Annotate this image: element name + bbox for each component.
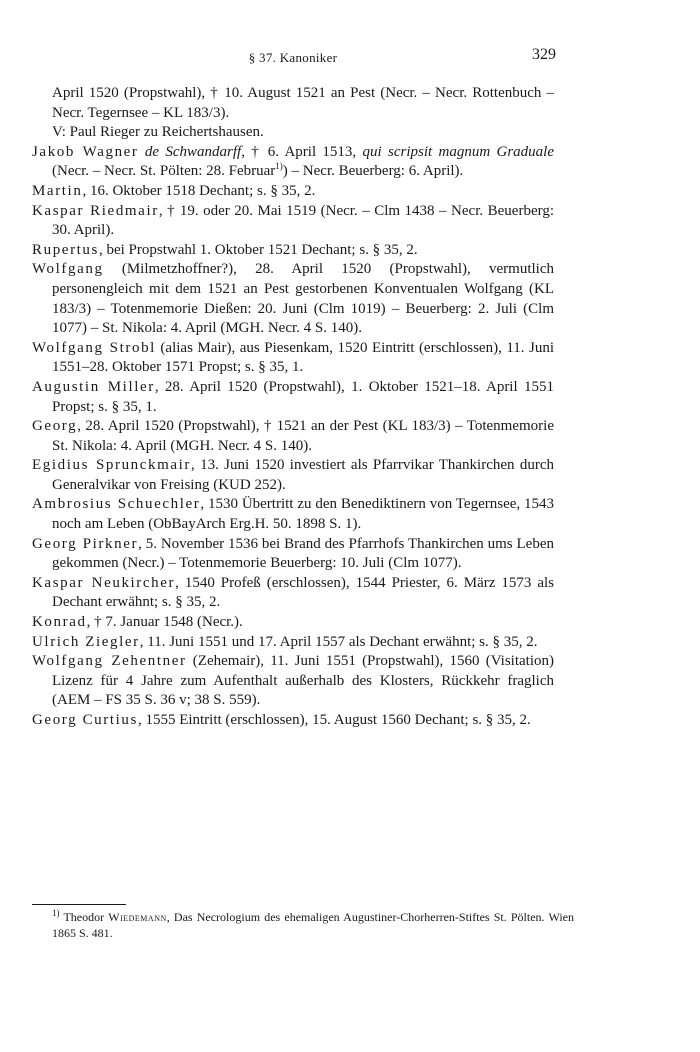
entry-wolfgang-strobl: Wolfgang Strobl (alias Mair), aus Piesenkam, 1520 Eintritt (erschlossen), 11. Juni 1551–28. Oktober 1571 Propst; s. § 35, 1. xyxy=(32,339,554,376)
page-number: 329 xyxy=(532,46,556,63)
entry-italic: qui scripsit magnum Graduale xyxy=(362,143,555,160)
entry-name: Konrad xyxy=(32,614,87,631)
entry-italic: de Schwandarff xyxy=(144,143,242,160)
entry-name: Egidius Sprunckmair xyxy=(32,457,192,474)
entry-kaspar-neukircher: Kaspar Neukircher, 1540 Profeß (erschlossen), 1544 Priester, 6. März 1573 als Dechant erwähnt; s. § 35, 2. xyxy=(32,574,554,611)
entry-martin: Martin, 16. Oktober 1518 Dechant; s. § 35, 2. xyxy=(32,182,316,199)
page xyxy=(32,0,554,731)
entry-name: Ulrich Ziegler xyxy=(32,633,140,650)
entry-name: Kaspar Riedmair xyxy=(32,202,159,219)
entry-wolfgang: Wolfgang (Milmetzhoffner?), 28. April 1520 (Propstwahl), vermutlich personengleich mit dem 1521 an Pest gestorbenen Konventualen Wolfgang (KL 183/3) – Totenmemorie Dießen: 20. Juni (Clm 1019) – Beuerberg: 2. Juli (Clm 1077) – St. Nikola: 4. April (MGH. Necr. 4 S. 140). xyxy=(32,261,554,337)
entry-name: Ambrosius Schuechler xyxy=(32,496,201,513)
entry-egidius-sprunckmair: Egidius Sprunckmair, 13. Juni 1520 investiert als Pfarrvikar Thankirchen durch Generalvikar von Freising (KUD 252). xyxy=(32,457,554,493)
entry-name: Georg xyxy=(32,418,78,435)
entry-georg: Georg, 28. April 1520 (Propstwahl), † 1521 an der Pest (KL 183/3) – Totenmemorie St. Nikola: 4. April (MGH. Necr. 4 S. 140). xyxy=(32,418,554,454)
entry-kaspar-riedmair: Kaspar Riedmair, † 19. oder 20. Mai 1519 (Necr. – Clm 1438 – Necr. Beuerberg: 30. April). xyxy=(32,202,554,239)
continued-entry-text: April 1520 (Propstwahl), † 10. August 1521 an Pest (Necr. – Necr. Rottenbuch – Necr. Tegernsee – KL 183/3). xyxy=(52,85,554,121)
page-header xyxy=(32,46,556,84)
entry-name: Georg Curtius xyxy=(32,712,138,728)
entry-name: Kaspar Neukircher xyxy=(32,574,176,591)
entry-name: Wolfgang xyxy=(32,261,104,278)
footnote-reference[interactable]: 1) xyxy=(275,161,283,172)
entry-list xyxy=(32,84,554,731)
entry-name: Rupertus xyxy=(32,241,99,258)
entry-ambrosius-schuechler: Ambrosius Schuechler, 1530 Übertritt zu den Benediktinern von Tegernsee, 1543 noch am Leben (ObBayArch Erg.H. 50. 1898 S. 1). xyxy=(32,496,554,533)
footnote: $^{1)}$ Theodor Wiedemann, Das Necrologium des ehemaligen Augustiner-Chorherren-Stiftes St. Pölten. Wien 1865 S. 481. xyxy=(52,908,575,940)
entry-ulrich-ziegler: Ulrich Ziegler, 11. Juni 1551 und 17. April 1557 als Dechant erwähnt; s. § 35, 2. xyxy=(32,633,538,650)
entry-name: Wolfgang Strobl xyxy=(32,339,156,356)
entry-name: Wolfgang Zehentner xyxy=(32,653,187,670)
entry-augustin-miller: Augustin Miller, 28. April 1520 (Propstwahl), 1. Oktober 1521–18. April 1551 Propst; s. § 35, 1. xyxy=(32,378,554,415)
entry-jakob-wagner: Jakob Wagner de Schwandarff, † 6. April 1513, qui scripsit magnum Graduale (Necr. – Necr. St. Pölten: 28. Februar$^{1)}$) – Necr. Beuerberg: 6. April). xyxy=(32,143,555,180)
entry-rupertus: Rupertus, bei Propstwahl 1. Oktober 1521 Dechant; s. § 35, 2. xyxy=(32,241,418,258)
entry-wolfgang-zehentner: Wolfgang Zehentner (Zehemair), 11. Juni 1551 (Propstwahl), 1560 (Visitation) Lizenz für 4 Jahre zum Aufenthalt außerhalb des Klosters, Rückkehr fraglich (AEM – FS 35 S. 36 v; 38 S. 559). xyxy=(32,653,554,709)
entry-name: Augustin Miller xyxy=(32,378,155,395)
running-head: § 37. Kanoniker xyxy=(248,50,338,65)
footnote-author: Wiedemann xyxy=(108,910,167,924)
continued-entry-note: V: Paul Rieger zu Reichertshausen. xyxy=(52,124,264,141)
entry-konrad: Konrad, † 7. Januar 1548 (Necr.). xyxy=(32,614,243,631)
entry-georg-curtius: Georg Curtius, 1555 Eintritt (erschlossen), 15. August 1560 Dechant; s. § 35, 2. xyxy=(32,712,531,728)
footnote-mark: 1) xyxy=(52,908,60,918)
entry-name: Martin xyxy=(32,182,83,199)
entry-georg-pirkner: Georg Pirkner, 5. November 1536 bei Brand des Pfarrhofs Thankirchen ums Leben gekommen (Necr.) – Totenmemorie Beuerberg: 10. Juli (Clm 1077). xyxy=(32,535,554,572)
entry-name: Georg Pirkner xyxy=(32,535,139,552)
entry-name: Jakob Wagner xyxy=(32,143,139,160)
footnote-rule xyxy=(32,904,126,905)
